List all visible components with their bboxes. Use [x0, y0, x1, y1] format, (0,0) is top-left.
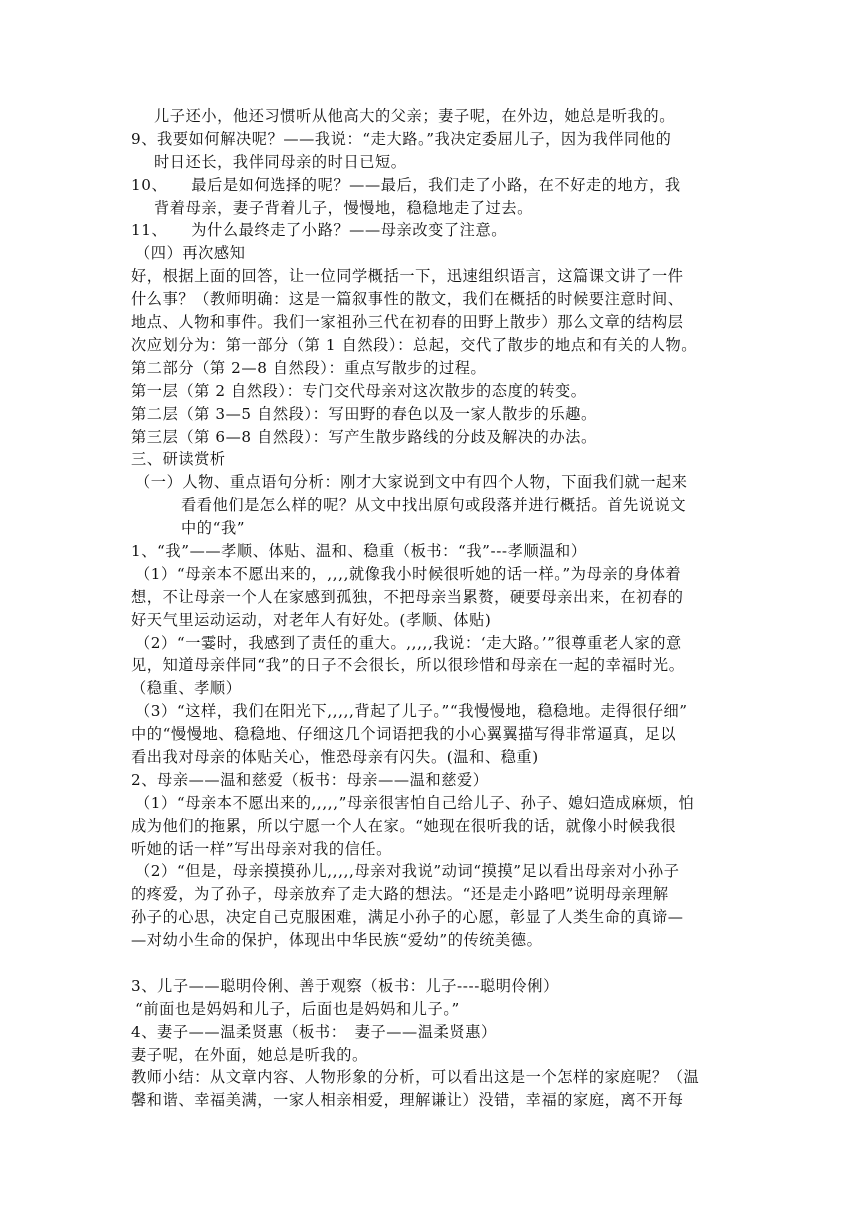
- text-line: 第一层（第 2 自然段）：专门交代母亲对这次散步的态度的转变。: [131, 382, 587, 400]
- text-line: 中的“我”: [181, 519, 246, 537]
- text-line: 教师小结：从文章内容、人物形象的分析，可以看出这是一个怎样的家庭呢？（温: [131, 1068, 700, 1086]
- section-heading: 三、研读赏析: [131, 450, 226, 468]
- text-line: 妻子呢，在外面，她总是听我的。: [131, 1046, 368, 1064]
- text-line: 第二层（第 3—5 自然段）：写田野的春色以及一家人散步的乐趣。: [131, 405, 597, 423]
- text-line: 看出我对母亲的体贴关心，惟恐母亲有闪失。(温和、稳重): [131, 748, 539, 766]
- text-line: 背着母亲，妻子背着儿子，慢慢地，稳稳地走了过去。: [154, 199, 533, 217]
- text-line: （3）“这样，我们在阳光下,,,,,背起了儿子。”“我慢慢地，稳稳地。走得很仔细”: [135, 702, 688, 720]
- subsection-heading: （一）人物、重点语句分析：刚才大家说到文中有四个人物，下面我们就一起来: [135, 473, 688, 491]
- text-line: 儿子还小，他还习惯听从他高大的父亲；妻子呢，在外边，她总是听我的。: [154, 107, 675, 125]
- text-line: 第二部分（第 2—8 自然段）：重点写散步的过程。: [131, 359, 487, 377]
- text-line: 次应划分为：第一部分（第 1 自然段）：总起，交代了散步的地点和有关的人物。: [131, 336, 698, 354]
- list-item-10: 10、 最后是如何选择的呢？——最后，我们走了小路，在不好走的地方，我: [131, 176, 681, 194]
- text-line: （2）“但是，母亲摸摸孙儿,,,,,母亲对我说”动词“摸摸”足以看出母亲对小孙子: [135, 862, 680, 880]
- text-line: 看看他们是怎么样的呢？从文中找出原句或段落并进行概括。首先说说文: [181, 496, 687, 514]
- text-line: 第三层（第 6—8 自然段）：写产生散步路线的分歧及解决的办法。: [131, 428, 597, 446]
- text-line: 什么事？（教师明确：这是一篇叙事性的散文，我们在概括的时候要注意时间、: [131, 290, 684, 308]
- section-heading: （四）再次感知: [135, 244, 246, 262]
- text-line: 见，知道母亲伴同“我”的日子不会很长，所以很珍惜和母亲在一起的幸福时光。: [131, 656, 685, 674]
- text-line: 好，根据上面的回答，让一位同学概括一下，迅速组织语言，这篇课文讲了一件: [131, 267, 684, 285]
- list-item: 1、“我”——孝顺、体贴、温和、稳重（板书：“我”---孝顺温和）: [131, 542, 587, 560]
- text-line: —对幼小生命的保护，体现出中华民族“爱幼”的传统美德。: [131, 931, 543, 949]
- text-line: 时日还长，我伴同母亲的时日已短。: [154, 153, 407, 171]
- text-line: 听她的话一样”写出母亲对我的信任。: [131, 840, 392, 858]
- text-line: （1）“母亲本不愿出来的，,,,,就像我小时候很听她的话一样。”为母亲的身体着: [135, 565, 682, 583]
- text-line: 地点、人物和事件。我们一家祖孙三代在初春的田野上散步）那么文章的结构层: [131, 313, 684, 331]
- text-line: 好天气里运动运动，对老年人有好处。(孝顺、体贴): [131, 611, 492, 629]
- text-line: 想，不让母亲一个人在家感到孤独，不把母亲当累赘，硬要母亲出来，在初春的: [131, 588, 684, 606]
- list-item: 4、妻子——温柔贤惠（板书： 妻子——温柔贤惠）: [131, 1023, 497, 1041]
- text-line: 的疼爱，为了孙子，母亲放弃了走大路的想法。“还是走小路吧”说明母亲理解: [131, 885, 669, 903]
- text-line: 馨和谐、幸福美满，一家人相亲相爱，理解谦让）没错，幸福的家庭，离不开每: [131, 1091, 684, 1109]
- text-line: 孙子的心思，决定自己克服困难，满足小孙子的心愿，彰显了人类生命的真谛—: [131, 908, 684, 926]
- list-item-9: 9、我要如何解决呢？——我说：“走大路。”我决定委屈儿子，因为我伴同他的: [131, 130, 672, 148]
- text-line: “前面也是妈妈和儿子，后面也是妈妈和儿子。”: [135, 1000, 460, 1018]
- text-line: （1）“母亲本不愿出来的,,,,,”母亲很害怕自己给儿子、孙子、媳妇造成麻烦，怕: [135, 794, 695, 812]
- text-line: （2）“一霎时，我感到了责任的重大。,,,,,我说：‘走大路。’”很尊重老人家的意: [135, 634, 682, 652]
- text-line: 中的“慢慢地、稳稳地、仔细这几个词语把我的小心翼翼描写得非常逼真，足以: [131, 725, 677, 743]
- list-item: 3、儿子——聪明伶俐、善于观察（板书：儿子----聪明伶俐）: [131, 977, 559, 995]
- text-line: （稳重、孝顺）: [131, 679, 242, 697]
- list-item: 2、母亲——温和慈爱（板书：母亲——温和慈爱）: [131, 771, 489, 789]
- text-line: 成为他们的拖累，所以宁愿一个人在家。“她现在很听我的话，就像小时候我很: [131, 817, 677, 835]
- list-item-11: 11、 为什么最终走了小路？——母亲改变了注意。: [131, 221, 508, 239]
